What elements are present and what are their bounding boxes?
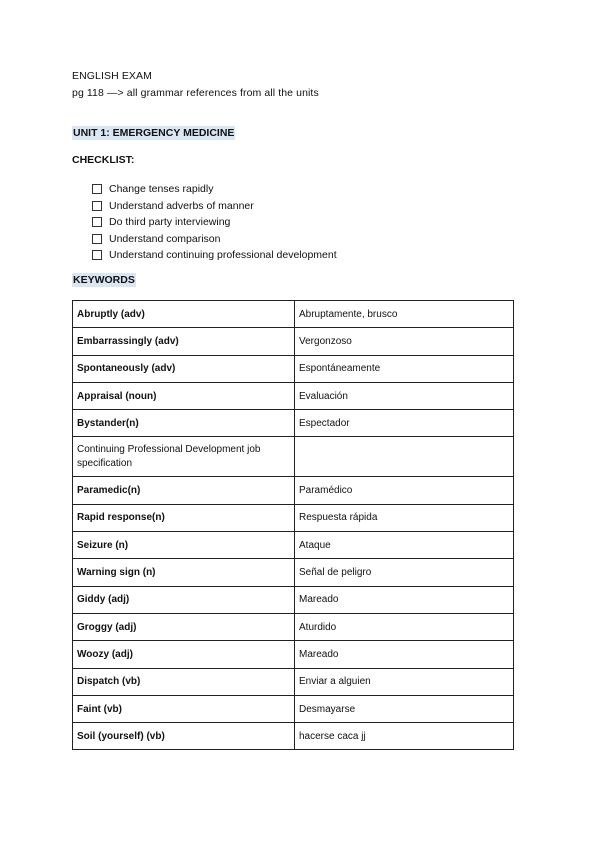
checkbox[interactable] <box>92 201 102 211</box>
term-cell: Woozy (adj) <box>73 641 295 668</box>
term-cell: Bystander(n) <box>73 410 295 437</box>
unit-heading <box>72 127 235 139</box>
table-row <box>73 410 514 437</box>
checklist-item <box>92 231 337 248</box>
translation-cell: Abruptamente, brusco <box>295 301 514 328</box>
keywords-heading-text: KEYWORDS <box>73 274 135 286</box>
term-cell: Rapid response(n) <box>73 504 295 531</box>
table-row <box>73 328 514 355</box>
checkbox[interactable] <box>92 234 102 244</box>
translation-cell: Espectador <box>295 410 514 437</box>
term-cell: Seizure (n) <box>73 532 295 559</box>
translation-cell: Desmayarse <box>295 695 514 722</box>
checklist-item <box>92 247 337 264</box>
checklist-item <box>92 214 337 231</box>
table-row <box>73 613 514 640</box>
translation-cell: Respuesta rápida <box>295 504 514 531</box>
term-cell: Soil (yourself) (vb) <box>73 723 295 750</box>
translation-cell: Mareado <box>295 641 514 668</box>
checklist-item-label: Understand adverbs of manner <box>109 199 254 212</box>
checkbox[interactable] <box>92 217 102 227</box>
table-row <box>73 437 514 477</box>
term-cell: Paramedic(n) <box>73 477 295 504</box>
term-cell: Abruptly (adv) <box>73 301 295 328</box>
term-cell: Groggy (adj) <box>73 613 295 640</box>
translation-cell: Evaluación <box>295 382 514 409</box>
keywords-table <box>72 300 514 750</box>
translation-cell: hacerse caca jj <box>295 723 514 750</box>
translation-cell: Mareado <box>295 586 514 613</box>
checklist <box>92 181 337 264</box>
term-cell: Spontaneously (adv) <box>73 355 295 382</box>
checkbox[interactable] <box>92 250 102 260</box>
checklist-heading: CHECKLIST: <box>72 154 135 166</box>
translation-cell: Señal de peligro <box>295 559 514 586</box>
translation-cell: Espontáneamente <box>295 355 514 382</box>
document-title: ENGLISH EXAM <box>72 70 152 82</box>
table-row <box>73 695 514 722</box>
checklist-item <box>92 181 337 198</box>
term-cell: Warning sign (n) <box>73 559 295 586</box>
term-cell: Continuing Professional Development job specification <box>73 437 295 477</box>
term-cell: Faint (vb) <box>73 695 295 722</box>
table-row <box>73 723 514 750</box>
table-row <box>73 355 514 382</box>
translation-cell: Paramédico <box>295 477 514 504</box>
document-subtitle: pg 118 —> all grammar references from all the units <box>72 87 319 99</box>
table-row <box>73 641 514 668</box>
translation-cell: Vergonzoso <box>295 328 514 355</box>
term-cell: Embarrassingly (adv) <box>73 328 295 355</box>
table-row <box>73 382 514 409</box>
table-row <box>73 586 514 613</box>
table-row <box>73 668 514 695</box>
checklist-item-label: Understand comparison <box>109 232 221 245</box>
term-cell: Appraisal (noun) <box>73 382 295 409</box>
table-row <box>73 301 514 328</box>
keywords-heading <box>72 274 136 286</box>
checkbox[interactable] <box>92 184 102 194</box>
checklist-item-label: Do third party interviewing <box>109 216 231 229</box>
table-row <box>73 559 514 586</box>
translation-cell: Enviar a alguien <box>295 668 514 695</box>
checklist-item-label: Understand continuing professional development <box>109 249 337 262</box>
translation-cell: Aturdido <box>295 613 514 640</box>
term-cell: Dispatch (vb) <box>73 668 295 695</box>
checklist-item-label: Change tenses rapidly <box>109 183 214 196</box>
translation-cell: Ataque <box>295 532 514 559</box>
term-cell: Giddy (adj) <box>73 586 295 613</box>
unit-heading-text: UNIT 1: EMERGENCY MEDICINE <box>73 127 235 139</box>
table-row <box>73 532 514 559</box>
checklist-item <box>92 198 337 215</box>
translation-cell <box>295 437 514 477</box>
table-row <box>73 504 514 531</box>
table-row <box>73 477 514 504</box>
